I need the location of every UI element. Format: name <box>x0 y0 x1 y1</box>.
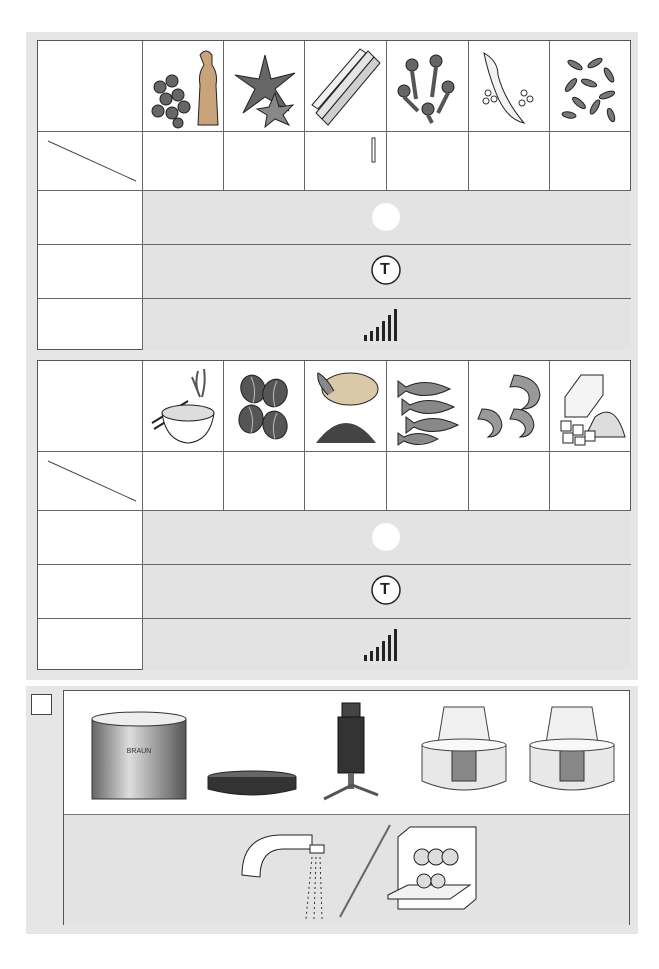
cloves-icon <box>392 51 464 125</box>
coffee-beans-icon <box>229 369 301 447</box>
dishwasher-icon <box>386 825 486 921</box>
lower-table <box>37 360 631 670</box>
turbo-label-lower: T <box>380 581 390 598</box>
peppercorns-icon <box>148 47 220 127</box>
parts-cleaning-box <box>63 690 630 925</box>
chili-pepper-icon <box>474 49 546 127</box>
divider-slash <box>334 823 394 919</box>
cleaning-area <box>64 814 629 925</box>
cinnamon-length-icon <box>371 138 377 164</box>
lid-gearbox-icon-2 <box>524 705 620 805</box>
cinnamon-sticks-icon <box>310 47 382 127</box>
chili-flakes-icon <box>555 51 627 125</box>
tap-water-icon <box>240 831 336 921</box>
lower-diagonal-line <box>48 461 138 503</box>
time-circle-icon-lower <box>370 522 402 554</box>
non-slip-base-icon <box>206 769 298 803</box>
sugar-cubes-icon <box>555 367 627 447</box>
brand-label: BRAUN <box>126 748 152 755</box>
upper-diagonal-line <box>48 141 138 183</box>
shrimp-icon <box>474 369 546 447</box>
rice-bowl-icon <box>148 367 220 447</box>
star-anise-icon <box>229 49 301 127</box>
nutmeg-icon <box>310 367 382 447</box>
time-circle-icon <box>370 202 402 234</box>
turbo-label: T <box>380 261 390 278</box>
speed-bars-icon-lower <box>364 627 404 663</box>
blade-part-icon <box>322 703 382 805</box>
section-label-box <box>31 694 52 715</box>
speed-bars-icon <box>364 307 404 343</box>
fish-icon <box>392 369 464 447</box>
bowl-part-icon <box>90 709 190 805</box>
upper-table <box>37 40 631 350</box>
lid-gearbox-icon-1 <box>416 705 512 805</box>
